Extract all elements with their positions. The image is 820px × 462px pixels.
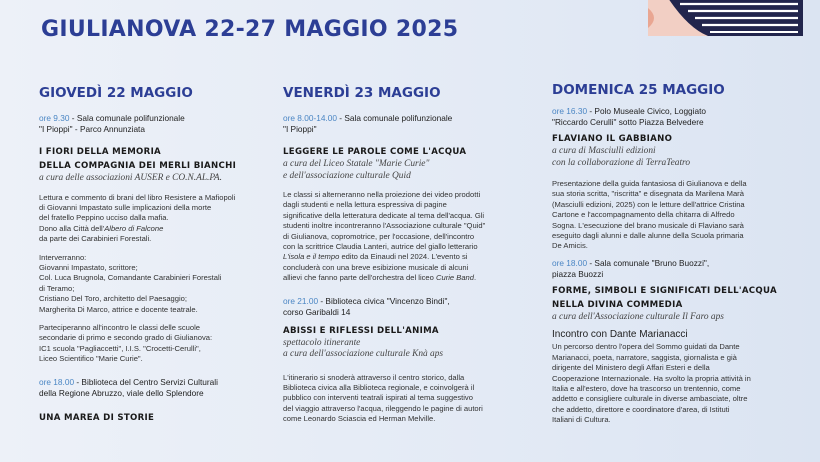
event-description-line: Marianacci, poeta, narratore, saggista, giornalista e già	[552, 352, 737, 362]
event-curator: a cura del Liceo Statale "Marie Curie"	[283, 159, 430, 169]
event-time: ore 21.00	[283, 295, 319, 306]
speaker-line: Giovanni Impastato, scrittore;	[39, 262, 138, 272]
participants-line: Liceo Scientifico "Marie Curie".	[39, 354, 143, 364]
event-location: ore 8.00-14.00 - Sala comunale polifunzionale	[283, 113, 453, 123]
event-curator: a cura dell'Associazione culturale Il Faro aps	[552, 311, 724, 322]
event-location-line: "I Pioppi"	[283, 124, 317, 134]
event-description-line: addetto e consigliere culturale in diverse ambasciate, oltre	[552, 394, 748, 404]
participants-line: IC1 scuola "Pagliaccetti", I.I.S. "Crocetti-Cerulli",	[39, 343, 201, 353]
event-curator: con la collaborazione di TerraTeatro	[552, 157, 691, 168]
event-description-line: di Giulianova, copromotrice, per l'occasione, dell'incontro	[283, 231, 475, 241]
day-column-thursday	[39, 85, 267, 425]
event-curator: a cura di Masciulli edizioni	[552, 146, 656, 156]
event-description-line: De Amicis.	[552, 241, 588, 251]
page-title: GIULIANOVA 22-27 MAGGIO 2025	[41, 17, 459, 42]
event-location-line: corso Garibaldi 14	[283, 306, 351, 317]
event-location: ore 18.00 - Biblioteca del Centro Servizi Culturali	[39, 376, 218, 387]
event-curator: a cura dell'associazione culturale Knà aps	[283, 349, 444, 360]
event-location-line: "Riccardo Cerulli" sotto Piazza Belvedere	[552, 117, 704, 127]
event-description-line: di Giovanni Impastato sulle implicazioni della morte	[39, 202, 212, 212]
event-description-line: L'itinerario si snoderà attraverso il centro storico, dalla	[283, 372, 465, 382]
event-title: ABISSI E RIFLESSI DELL'ANIMA	[283, 325, 439, 336]
event-description-line: sua storia scritta, "riscritta" e disegnata da Marilena Marà	[552, 189, 744, 199]
event-description-line: Biblioteca civica alla Biblioteca regionale, e coinvolgerà il	[283, 383, 475, 393]
event-time: ore 9.30	[39, 113, 70, 123]
event-title: UNA MAREA DI STORIE	[39, 412, 155, 423]
event-description-line: allievi che fanno parte dell'orchestra del liceo Curie Band.	[283, 273, 477, 283]
event-description-line: Italia e all'estero, dove ha trascorso un trentennio, come	[552, 383, 741, 393]
event-description-line: che addetto, direttore e coordinatore d'area, di Istituti	[552, 404, 730, 414]
event-description-line: studenti inoltre incontreranno l'Associazione culturale "Quid"	[283, 221, 486, 231]
event-subtitle: spettacolo itinerante	[283, 337, 361, 348]
event-time: ore 16.30	[552, 106, 588, 116]
event-description-line: Dono alla Città dell'Albero di Falcone	[39, 223, 164, 233]
event-location: ore 18.00 - Sala comunale "Bruno Buozzi",	[552, 257, 710, 268]
event-description-line: Le classi si alterneranno nella proiezione dei video prodotti	[283, 190, 481, 199]
event-curator: e dell'associazione culturale Quid	[283, 170, 411, 181]
event-location-line: "I Pioppi" - Parco Annunziata	[39, 124, 145, 134]
event-description-line: concluderà con una breve esibizione musicale di alcuni	[283, 262, 469, 272]
event-description-line: come Leonardo Sciascia ed Herman Melville.	[283, 414, 436, 424]
event-title: FORME, SIMBOLI E SIGNIFICATI DELL'ACQUA	[552, 285, 777, 296]
event-location-line: della Regione Abruzzo, viale dello Splendore	[39, 387, 204, 398]
event-title-line: NELLA DIVINA COMMEDIA	[552, 299, 683, 310]
speaker-line: Margherita Di Marco, attrice e docente teatrale.	[39, 304, 198, 314]
event-description-line: con la scrittrice Claudia Lanteri, autrice del giallo letterario	[283, 242, 478, 252]
event-title: LEGGERE LE PAROLE COME L'ACQUA	[283, 147, 467, 157]
participants-line: Parteciperanno all'incontro le classi delle scuole	[39, 322, 201, 332]
day-heading: GIOVEDÌ 22 MAGGIO	[39, 85, 193, 101]
event-description-line: Presentazione della guida fantasiosa di Giulianova e della	[552, 179, 747, 188]
event-title-line: DELLA COMPAGNIA DEI MERLI BIANCHI	[39, 161, 237, 171]
event-curator: a cura delle associazioni AUSER e CO.N.AL.PA.	[39, 173, 222, 183]
event-description-line: dagli studenti e nella lettura espressiva di pagine	[283, 200, 447, 210]
event-location-line: piazza Buozzi	[552, 268, 604, 279]
speaker-line: di Teramo;	[39, 283, 75, 293]
event-description-line: del viaggio attraverso l'acqua, rileggendo le pagine di autori	[283, 403, 483, 413]
event-meeting-title: Incontro con Dante Marianacci	[552, 329, 688, 341]
speakers-heading: Interverranno:	[39, 252, 87, 262]
event-description-line: eseguito dagli alunni e dalle alunne della Scuola primaria	[552, 231, 744, 241]
day-heading: DOMENICA 25 MAGGIO	[552, 82, 725, 98]
event-description-line: Un percorso dentro l'opera del Sommo guidati da Dante	[552, 342, 740, 352]
day-column-sunday	[552, 82, 798, 426]
event-location: ore 21.00 - Biblioteca civica "Vincenzo Bindi",	[283, 295, 450, 306]
event-description-line: Italiani di Cultura.	[552, 415, 611, 425]
day-heading: VENERDÌ 23 MAGGIO	[283, 85, 441, 101]
event-description-line: (Masciulli edizioni, 2025) con le letture dell'attrice Cristina	[552, 199, 745, 209]
event-description-line: pubblico con interventi teatrali ispirati al tema suggestivo	[283, 393, 473, 403]
event-description-line: Cooperazione Internazionale. Ha svolto la propria attività in	[552, 373, 751, 383]
participants-line: secondarie di primo e secondo grado di Giulianova:	[39, 333, 213, 343]
event-location: ore 9.30 - Sala comunale polifunzionale	[39, 113, 185, 123]
event-time: ore 8.00-14.00	[283, 113, 337, 123]
event-time: ore 18.00	[552, 257, 588, 268]
speaker-line: Col. Luca Brugnola, Comandante Carabinieri Forestali	[39, 273, 222, 283]
event-description-line: dirigente del Ministero degli Affari Esteri e della	[552, 363, 710, 373]
event-description-line: L'isola e il tempo edito da Einaudi nel 2024. L'evento si	[283, 252, 468, 262]
event-description-line: significative della letteratura dedicate al tema dell'acqua. Gli	[283, 210, 485, 220]
event-description-line: Cartone e l'accompagnamento della chitarra di Alfredo	[552, 210, 735, 220]
event-description-line: Lettura e commento di brani del libro Resistere a Mafiopoli	[39, 192, 236, 202]
event-title: FLAVIANO IL GABBIANO	[552, 134, 673, 144]
event-title: I FIORI DELLA MEMORIA	[39, 147, 162, 157]
event-description-line: Sogna. L'esecuzione del brano musicale di Flaviano sarà	[552, 220, 744, 230]
day-column-friday	[283, 85, 519, 425]
event-location: ore 16.30 - Polo Museale Civico, Loggiato	[552, 106, 707, 116]
event-description-line: del fratello Peppino ucciso dalla mafia.	[39, 213, 169, 223]
event-description-line: da parte dei Carabinieri Forestali.	[39, 234, 152, 244]
speaker-line: Cristiano Del Toro, architetto del Paesaggio;	[39, 294, 188, 304]
event-time: ore 18.00	[39, 376, 75, 387]
striped-wave-decoration	[648, 0, 803, 36]
